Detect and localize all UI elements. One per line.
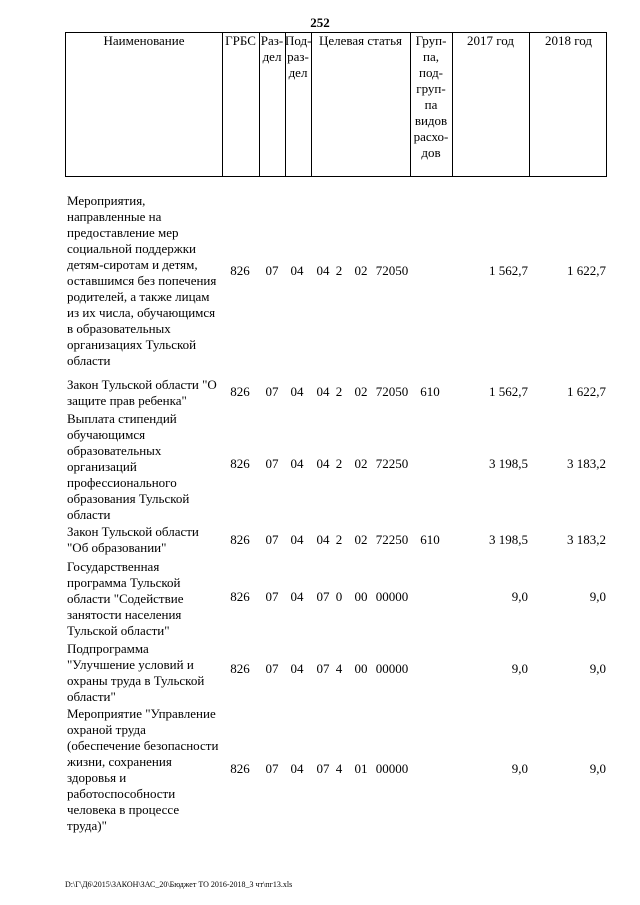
cell-t2: 2 — [335, 384, 343, 399]
cell-grbs: 826 — [230, 661, 250, 676]
cell-t2: 4 — [335, 761, 343, 776]
cell-v2018: 9,0 — [589, 589, 606, 604]
cell-rz: 07 — [265, 456, 279, 471]
cell-v2017: 1 562,7 — [489, 263, 528, 278]
cell-v2018: 9,0 — [589, 661, 606, 676]
cell-v2017: 9,0 — [511, 661, 528, 676]
cell-pr: 04 — [290, 761, 304, 776]
cell-rz: 07 — [265, 532, 279, 547]
header-target: Целевая статья — [318, 33, 402, 48]
row-name: Мероприятия, направленные на предоставление мер социальной поддержки детям-сиротам и детям, оставшимся без попечения родителей, а также лицам из их числа, обучающимся в образовательных организациях Тульской области — [67, 193, 217, 368]
cell-t2: 2 — [335, 456, 343, 471]
cell-v2017: 3 198,5 — [489, 532, 528, 547]
cell-v2018: 3 183,2 — [567, 456, 606, 471]
cell-vr: 610 — [420, 384, 440, 399]
row-name: Государственная программа Тульской области "Содействие занятости населения Тульской области" — [67, 559, 184, 638]
cell-t4: 72250 — [375, 456, 409, 471]
cell-t1: 04 — [316, 456, 330, 471]
header-2018: 2018 год — [545, 33, 592, 48]
cell-t3: 00 — [354, 589, 368, 604]
file-path-footer: D:\Г\Д6\2015\ЗАКОН\ЗАС_20\Бюджет ТО 2016-2018_3 чт\пг13.xls — [65, 880, 293, 889]
cell-t1: 07 — [316, 661, 330, 676]
header-podrazdel: Под- раз- дел — [285, 33, 312, 80]
cell-t1: 04 — [316, 532, 330, 547]
header-group: Груп- па, под- груп- па видов расхо- дов — [413, 33, 449, 160]
cell-t2: 2 — [335, 263, 343, 278]
cell-v2018: 1 622,7 — [567, 263, 606, 278]
cell-t4: 72050 — [375, 384, 409, 399]
cell-rz: 07 — [265, 661, 279, 676]
row-name: Закон Тульской области "О защите прав ребенка" — [67, 377, 217, 408]
cell-v2018: 1 622,7 — [567, 384, 606, 399]
cell-t3: 01 — [354, 761, 368, 776]
cell-vr: 610 — [420, 532, 440, 547]
cell-t2: 0 — [335, 589, 343, 604]
cell-rz: 07 — [265, 263, 279, 278]
row-name: Мероприятие "Управление охраной труда (обеспечение безопасности жизни, сохранения здоровья и работоспособности человека в процессе труда)" — [67, 706, 219, 833]
cell-t4: 00000 — [375, 761, 409, 776]
cell-grbs: 826 — [230, 589, 250, 604]
cell-v2017: 9,0 — [511, 761, 528, 776]
cell-t1: 04 — [316, 384, 330, 399]
cell-rz: 07 — [265, 761, 279, 776]
cell-t2: 2 — [335, 532, 343, 547]
cell-grbs: 826 — [230, 456, 250, 471]
cell-pr: 04 — [290, 263, 304, 278]
header-2017: 2017 год — [467, 33, 514, 48]
cell-pr: 04 — [290, 532, 304, 547]
cell-grbs: 826 — [230, 532, 250, 547]
cell-rz: 07 — [265, 384, 279, 399]
row-name: Подпрограмма "Улучшение условий и охраны труда в Тульской области" — [67, 641, 205, 704]
cell-pr: 04 — [290, 661, 304, 676]
cell-v2018: 9,0 — [589, 761, 606, 776]
cell-pr: 04 — [290, 384, 304, 399]
cell-t3: 02 — [354, 532, 368, 547]
row-name: Выплата стипендий обучающимся образовательных организаций профессионального образования Тульской области — [67, 411, 190, 522]
page-number: 252 — [310, 15, 330, 30]
cell-pr: 04 — [290, 589, 304, 604]
cell-grbs: 826 — [230, 263, 250, 278]
cell-t1: 07 — [316, 761, 330, 776]
header-grbs: ГРБС — [225, 33, 256, 48]
cell-grbs: 826 — [230, 761, 250, 776]
cell-t1: 07 — [316, 589, 330, 604]
header-name: Наименование — [103, 33, 185, 48]
table-header — [65, 32, 607, 177]
cell-t4: 00000 — [375, 589, 409, 604]
cell-t3: 02 — [354, 263, 368, 278]
cell-t3: 02 — [354, 456, 368, 471]
cell-t3: 00 — [354, 661, 368, 676]
header-razdel: Раз- дел — [260, 33, 284, 64]
cell-t4: 00000 — [375, 661, 409, 676]
cell-pr: 04 — [290, 456, 304, 471]
cell-t4: 72250 — [375, 532, 409, 547]
cell-rz: 07 — [265, 589, 279, 604]
cell-t3: 02 — [354, 384, 368, 399]
cell-t1: 04 — [316, 263, 330, 278]
cell-grbs: 826 — [230, 384, 250, 399]
cell-t2: 4 — [335, 661, 343, 676]
cell-v2017: 9,0 — [511, 589, 528, 604]
cell-t4: 72050 — [375, 263, 409, 278]
cell-v2018: 3 183,2 — [567, 532, 606, 547]
cell-v2017: 3 198,5 — [489, 456, 528, 471]
cell-v2017: 1 562,7 — [489, 384, 528, 399]
row-name: Закон Тульской области "Об образовании" — [67, 524, 199, 555]
